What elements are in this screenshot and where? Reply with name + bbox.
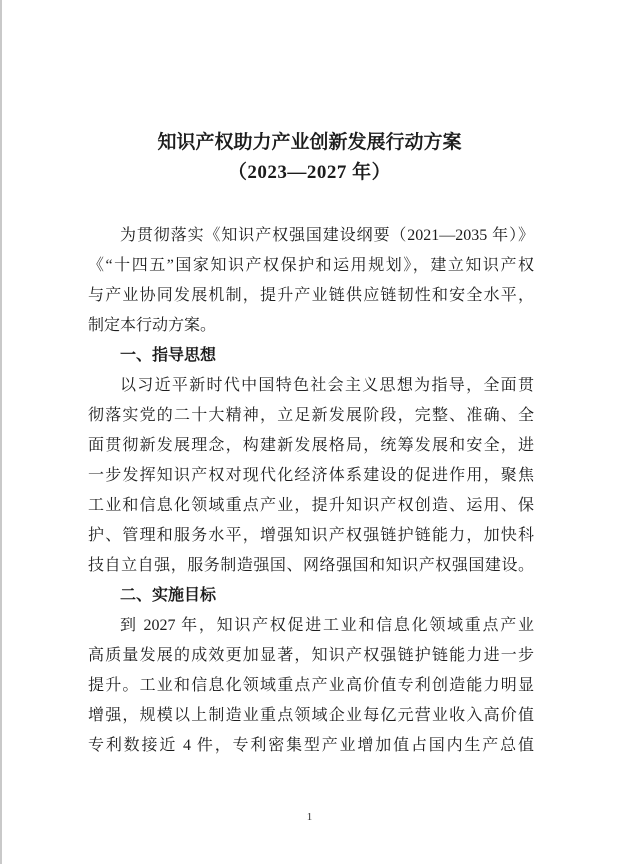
- text-line: 专利数接近 4 件，专利密集型产业增加值占国内生产总值: [88, 737, 534, 754]
- text-line: 面贯彻新发展理念，构建新发展格局，统筹发展和安全，进: [88, 437, 534, 454]
- document-subtitle: （2023—2027 年）: [227, 162, 392, 183]
- text-line: 高质量发展的成效更加显著，知识产权强链护链能力进一步: [88, 647, 534, 664]
- text-line: 工业和信息化领域重点产业，提升知识产权创造、运用、保: [88, 497, 534, 514]
- page-number: 1: [306, 811, 313, 823]
- text-line: 技自立自强，服务制造强国、网络强国和知识产权强国建设。: [88, 557, 534, 574]
- text-line: 一步发挥知识产权对现代化经济体系建设的促进作用，聚焦: [88, 467, 534, 484]
- document-title-block: [0, 128, 619, 188]
- text-line: 护、管理和服务水平，增强知识产权强链护链能力，加快科: [88, 527, 534, 544]
- text-line: 《“十四五”国家知识产权保护和运用规划》，建立知识产权: [88, 257, 534, 274]
- text-line: 到 2027 年，知识产权促进工业和信息化领域重点产业: [120, 617, 534, 634]
- section-heading: 一、指导思想: [120, 347, 217, 364]
- document-body: [88, 221, 534, 761]
- text-line: 提升。工业和信息化领域重点产业高价值专利创造能力明显: [88, 677, 534, 694]
- section-heading: 二、实施目标: [120, 587, 217, 604]
- text-line: 为贯彻落实《知识产权强国建设纲要（2021—2035 年）》: [120, 227, 534, 244]
- document-title: 知识产权助力产业创新发展行动方案: [157, 132, 462, 153]
- text-line: 彻落实党的二十大精神，立足新发展阶段，完整、准确、全: [88, 407, 534, 424]
- text-line: 以习近平新时代中国特色社会主义思想为指导，全面贯: [120, 377, 534, 394]
- text-line: 与产业协同发展机制，提升产业链供应链韧性和安全水平，: [88, 287, 534, 304]
- text-line: 制定本行动方案。: [88, 317, 217, 334]
- text-line: 增强，规模以上制造业重点领域企业每亿元营业收入高价值: [88, 707, 534, 724]
